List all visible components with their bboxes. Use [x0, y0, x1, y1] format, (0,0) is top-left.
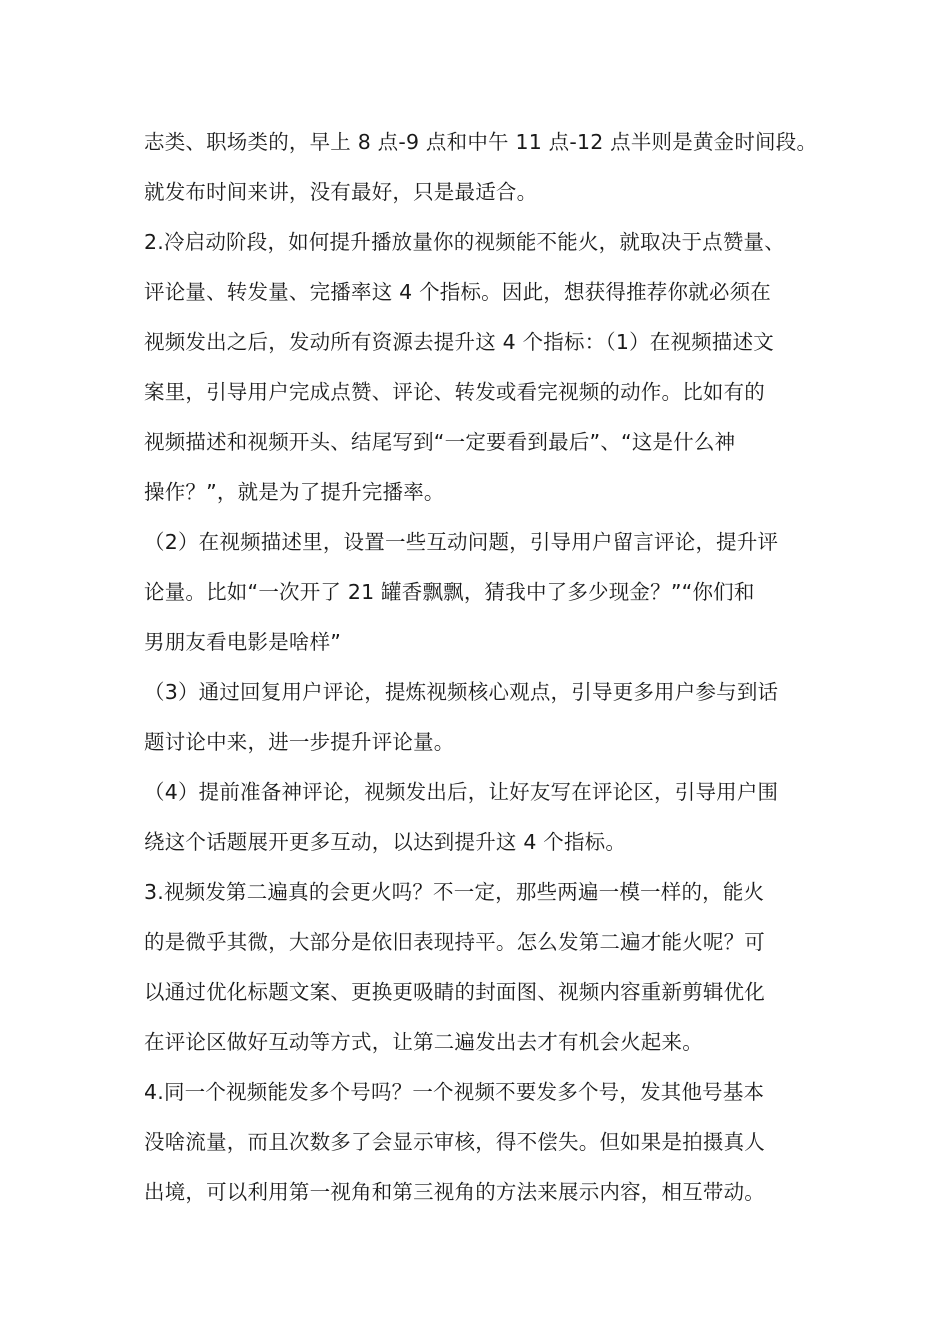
- text-line: 男朋友看电影是啥样”: [144, 630, 342, 654]
- text-line: 绕这个话题展开更多互动，以达到提升这 4 个指标。: [144, 830, 627, 854]
- text-line: 3.视频发第二遍真的会更火吗？不一定，那些两遍一模一样的，能火: [144, 880, 765, 904]
- text-line: 在评论区做好互动等方式，让第二遍发出去才有机会火起来。: [144, 1030, 703, 1054]
- text-line: （2）在视频描述里，设置一些互动问题，引导用户留言评论，提升评: [144, 530, 779, 554]
- text-line: 出境，可以利用第一视角和第三视角的方法来展示内容，相互带动。: [144, 1180, 765, 1204]
- text-line: （4）提前准备神评论，视频发出后，让好友写在评论区，引导用户围: [144, 780, 779, 804]
- text-line: 视频描述和视频开头、结尾写到“一定要看到最后”、“这是什么神: [144, 430, 736, 454]
- text-line: 志类、职场类的，早上 8 点-9 点和中午 11 点-12 点半则是黄金时间段。: [144, 130, 818, 154]
- text-line: 评论量、转发量、完播率这 4 个指标。因此，想获得推荐你就必须在: [144, 280, 771, 304]
- text-line: 论量。比如“一次开了 21 罐香飘飘，猜我中了多少现金？”“你们和: [144, 580, 755, 604]
- text-line: （3）通过回复用户评论，提炼视频核心观点，引导更多用户参与到话: [144, 680, 779, 704]
- document-body: [144, 122, 824, 1222]
- text-line: 操作？”，就是为了提升完播率。: [144, 480, 445, 504]
- text-line: 案里，引导用户完成点赞、评论、转发或看完视频的动作。比如有的: [144, 380, 765, 404]
- text-line: 没啥流量，而且次数多了会显示审核，得不偿失。但如果是拍摄真人: [144, 1130, 765, 1154]
- text-line: 2.冷启动阶段，如何提升播放量你的视频能不能火，就取决于点赞量、: [144, 230, 785, 254]
- text-line: 就发布时间来讲，没有最好，只是最适合。: [144, 180, 538, 204]
- text-line: 视频发出之后，发动所有资源去提升这 4 个指标：（1）在视频描述文: [144, 330, 774, 354]
- text-line: 以通过优化标题文案、更换更吸睛的封面图、视频内容重新剪辑优化: [144, 980, 765, 1004]
- text-line: 题讨论中来，进一步提升评论量。: [144, 730, 455, 754]
- text-line: 4.同一个视频能发多个号吗？一个视频不要发多个号，发其他号基本: [144, 1080, 765, 1104]
- text-line: 的是微乎其微，大部分是依旧表现持平。怎么发第二遍才能火呢？可: [144, 930, 765, 954]
